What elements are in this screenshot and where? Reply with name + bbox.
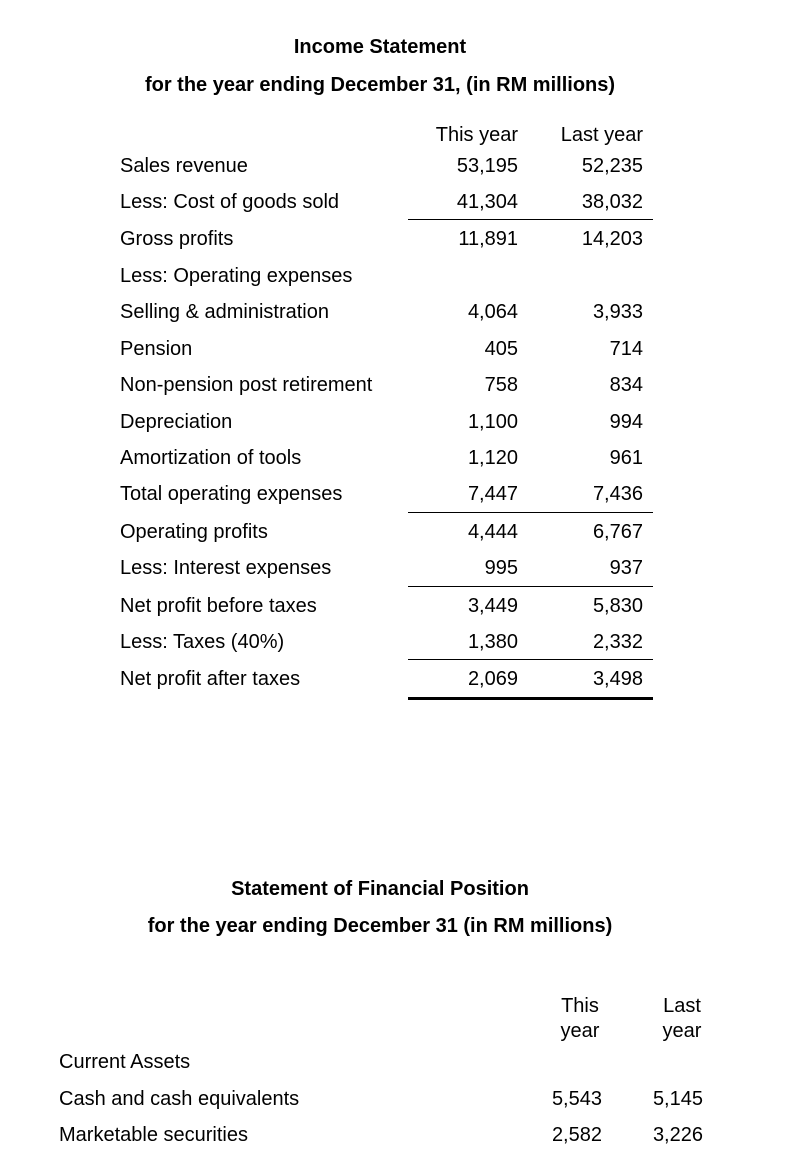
rule-after-taxes	[408, 659, 653, 660]
fp-row-last-year-cash: 5,145	[652, 1088, 703, 1110]
row-label-pension: Pension	[120, 338, 193, 360]
row-last-year-amortization: 961	[609, 447, 643, 469]
fp-col-header-last-line1: Last	[663, 995, 701, 1017]
row-label-profit-before-tax: Net profit before taxes	[120, 595, 317, 617]
row-last-year-sales-revenue: 52,235	[581, 155, 643, 177]
income-statement-title: Income Statement	[293, 36, 467, 58]
rule-after-cogs	[408, 219, 653, 220]
income-statement-subtitle: for the year ending December 31, (in RM millions)	[144, 74, 616, 96]
double-rule-total	[408, 697, 653, 700]
row-this-year-selling-admin: 4,064	[467, 301, 518, 323]
row-label-depreciation: Depreciation	[120, 411, 233, 433]
row-last-year-profit-after-tax: 3,498	[592, 668, 643, 690]
row-label-taxes: Less: Taxes (40%)	[120, 631, 285, 653]
row-this-year-sales-revenue: 53,195	[456, 155, 518, 177]
row-last-year-non-pension: 834	[609, 374, 643, 396]
fp-col-header-this-line2: year	[560, 1020, 600, 1042]
row-this-year-amortization: 1,120	[467, 447, 518, 469]
row-this-year-depreciation: 1,100	[467, 411, 518, 433]
col-header-this-year: This year	[435, 124, 518, 146]
fp-row-this-year-cash: 5,543	[551, 1088, 602, 1110]
fp-row-label-marketable-securities: Marketable securities	[59, 1124, 248, 1146]
row-this-year-gross-profits: 11,891	[458, 228, 518, 250]
row-label-cogs: Less: Cost of goods sold	[120, 191, 340, 213]
fp-row-label-current-assets: Current Assets	[59, 1051, 191, 1073]
row-this-year-cogs: 41,304	[456, 191, 518, 213]
row-this-year-pension: 405	[484, 338, 518, 360]
row-label-gross-profits: Gross profits	[120, 228, 234, 250]
row-this-year-taxes: 1,380	[467, 631, 518, 653]
fp-row-last-year-marketable-securities: 3,226	[652, 1124, 703, 1146]
financial-position-subtitle: for the year ending December 31 (in RM millions)	[147, 915, 613, 937]
row-this-year-operating-profits: 4,444	[467, 521, 518, 543]
fp-col-header-this-line1: This	[561, 995, 599, 1017]
row-this-year-profit-before-tax: 3,449	[467, 595, 518, 617]
row-last-year-cogs: 38,032	[581, 191, 643, 213]
fp-row-label-cash: Cash and cash equivalents	[59, 1088, 300, 1110]
row-this-year-total-operating: 7,447	[467, 483, 518, 505]
row-label-operating-profits: Operating profits	[120, 521, 268, 543]
row-label-amortization: Amortization of tools	[120, 447, 302, 469]
row-last-year-interest: 937	[609, 557, 643, 579]
row-this-year-profit-after-tax: 2,069	[467, 668, 518, 690]
financial-position-title: Statement of Financial Position	[231, 878, 529, 900]
row-this-year-non-pension: 758	[484, 374, 518, 396]
row-last-year-operating-profits: 6,767	[592, 521, 643, 543]
fp-row-this-year-marketable-securities: 2,582	[551, 1124, 602, 1146]
row-last-year-selling-admin: 3,933	[592, 301, 643, 323]
row-label-operating-expenses: Less: Operating expenses	[120, 265, 353, 287]
fp-col-header-last-line2: year	[662, 1020, 702, 1042]
row-last-year-depreciation: 994	[609, 411, 643, 433]
rule-after-interest	[408, 586, 653, 587]
row-last-year-profit-before-tax: 5,830	[592, 595, 643, 617]
row-label-non-pension: Non-pension post retirement	[120, 374, 373, 396]
rule-after-total-operating	[408, 512, 653, 513]
row-last-year-gross-profits: 14,203	[581, 228, 643, 250]
col-header-last-year: Last year	[560, 124, 643, 146]
row-last-year-pension: 714	[609, 338, 643, 360]
row-last-year-total-operating: 7,436	[592, 483, 643, 505]
row-label-sales-revenue: Sales revenue	[120, 155, 248, 177]
row-label-total-operating: Total operating expenses	[120, 483, 343, 505]
row-label-interest: Less: Interest expenses	[120, 557, 332, 579]
row-this-year-interest: 995	[484, 557, 518, 579]
row-label-profit-after-tax: Net profit after taxes	[120, 668, 301, 690]
row-label-selling-admin: Selling & administration	[120, 301, 329, 323]
row-last-year-taxes: 2,332	[592, 631, 643, 653]
fp-col-header-last-year	[647, 994, 717, 1044]
fp-col-header-this-year	[545, 994, 615, 1044]
